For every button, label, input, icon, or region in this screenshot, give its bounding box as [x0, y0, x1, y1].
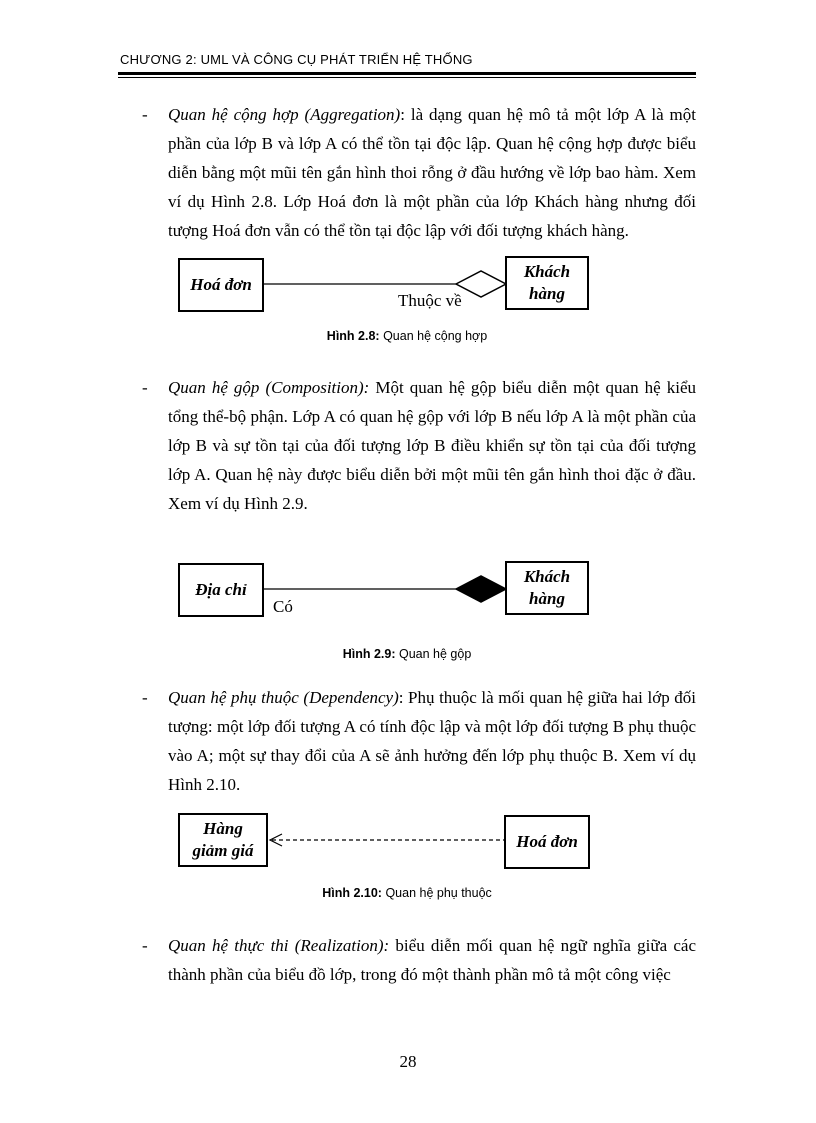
class-name-line2: hàng [529, 589, 565, 608]
relation-label-co: Có [273, 597, 293, 616]
class-name-line1: Khách [523, 262, 571, 281]
bullet-text [168, 931, 696, 989]
body-realization: biểu diễn mối quan hệ ngữ nghĩa giữa các thành phần của biểu đồ lớp, trong đó một thành phần mô tả một công việc [168, 936, 696, 984]
filled-diamond-icon [456, 576, 506, 602]
caption-text: Quan hệ gộp [395, 647, 472, 661]
class-name-line2: hàng [529, 284, 565, 303]
caption-label: Hình 2.9: [342, 647, 396, 661]
caption-label: Hình 2.8: [326, 329, 380, 343]
class-name-line2: giảm giá [192, 841, 254, 860]
term-dependency: Quan hệ phụ thuộc (Dependency) [168, 688, 399, 707]
bullet-dependency [120, 683, 696, 799]
body-composition: Một quan hệ gộp biểu diễn một quan hệ kiểu tổng thể-bộ phận. Lớp A có quan hệ gộp với lớp B nếu lớp A là một phần của lớp B và sự tồn tại của đối tượng lớp B điều khiển sự tồn tại của đối tượng lớp A. Quan hệ này được biểu diễn bởi một mũi tên gắn hình thoi đặc ở đầu. Xem ví dụ Hình 2.9. [168, 378, 696, 513]
bullet-dash: - [142, 688, 148, 707]
term-aggregation: Quan hệ cộng hợp (Aggregation) [168, 105, 401, 124]
hollow-diamond-icon [456, 271, 506, 297]
bullet-dash: - [142, 105, 148, 124]
body-aggregation: : là dạng quan hệ mô tả một lớp A là một phần của lớp B và lớp A có thể tồn tại độc lập. Quan hệ cộng hợp được biểu diễn bằng một mũi tên gắn hình thoi rỗng ở đầu hướng về lớp bao hàm. Xem ví dụ Hình 2.8. Lớp Hoá đơn là một phần của lớp Khách hàng nhưng đối tượng Hoá đơn vẫn có thể tồn tại độc lập với đối tượng khách hàng. [168, 105, 696, 240]
class-name: Hoá đơn [190, 275, 252, 294]
bullet-dash: - [142, 936, 148, 955]
class-box-dia-chi [178, 563, 264, 617]
bullet-dash: - [142, 378, 148, 397]
class-box-hang-giam-gia [178, 813, 268, 867]
figure-caption-2-8 [118, 329, 696, 343]
figure-caption-2-10 [118, 886, 696, 900]
term-composition: Quan hệ gộp (Composition): [168, 378, 370, 397]
running-header: CHƯƠNG 2: UML VÀ CÔNG CỤ PHÁT TRIỂN HỆ THỐNG [120, 52, 473, 67]
caption-label: Hình 2.10: [322, 886, 382, 900]
class-box-hoa-don [504, 815, 590, 869]
bullet-realization [120, 931, 696, 989]
class-box-khach-hang [505, 561, 589, 615]
body-dependency: : Phụ thuộc là mối quan hệ giữa hai lớp đối tượng: một lớp đối tượng A có tính độc lập và một lớp đối tượng B phụ thuộc vào A; một sự thay đổi của A sẽ ảnh hưởng đến lớp phụ thuộc B. Xem ví dụ Hình 2.10. [168, 688, 696, 794]
term-realization: Quan hệ thực thi (Realization): [168, 936, 390, 955]
class-name: Địa chỉ [195, 580, 247, 599]
relation-label-thuoc-ve: Thuộc về [398, 291, 462, 310]
bullet-composition [120, 373, 696, 518]
caption-text: Quan hệ phụ thuộc [381, 886, 492, 900]
bullet-text [168, 373, 696, 518]
class-name: Hoá đơn [516, 832, 578, 851]
caption-text: Quan hệ cộng hợp [379, 329, 488, 343]
page-number: 28 [399, 1052, 417, 1071]
class-box-khach-hang [505, 256, 589, 310]
bullet-text [168, 683, 696, 799]
class-name-line1: Khách [523, 567, 571, 586]
class-name-line1: Hàng [203, 819, 243, 838]
class-box-hoa-don [178, 258, 264, 312]
figure-caption-2-9 [118, 647, 696, 661]
